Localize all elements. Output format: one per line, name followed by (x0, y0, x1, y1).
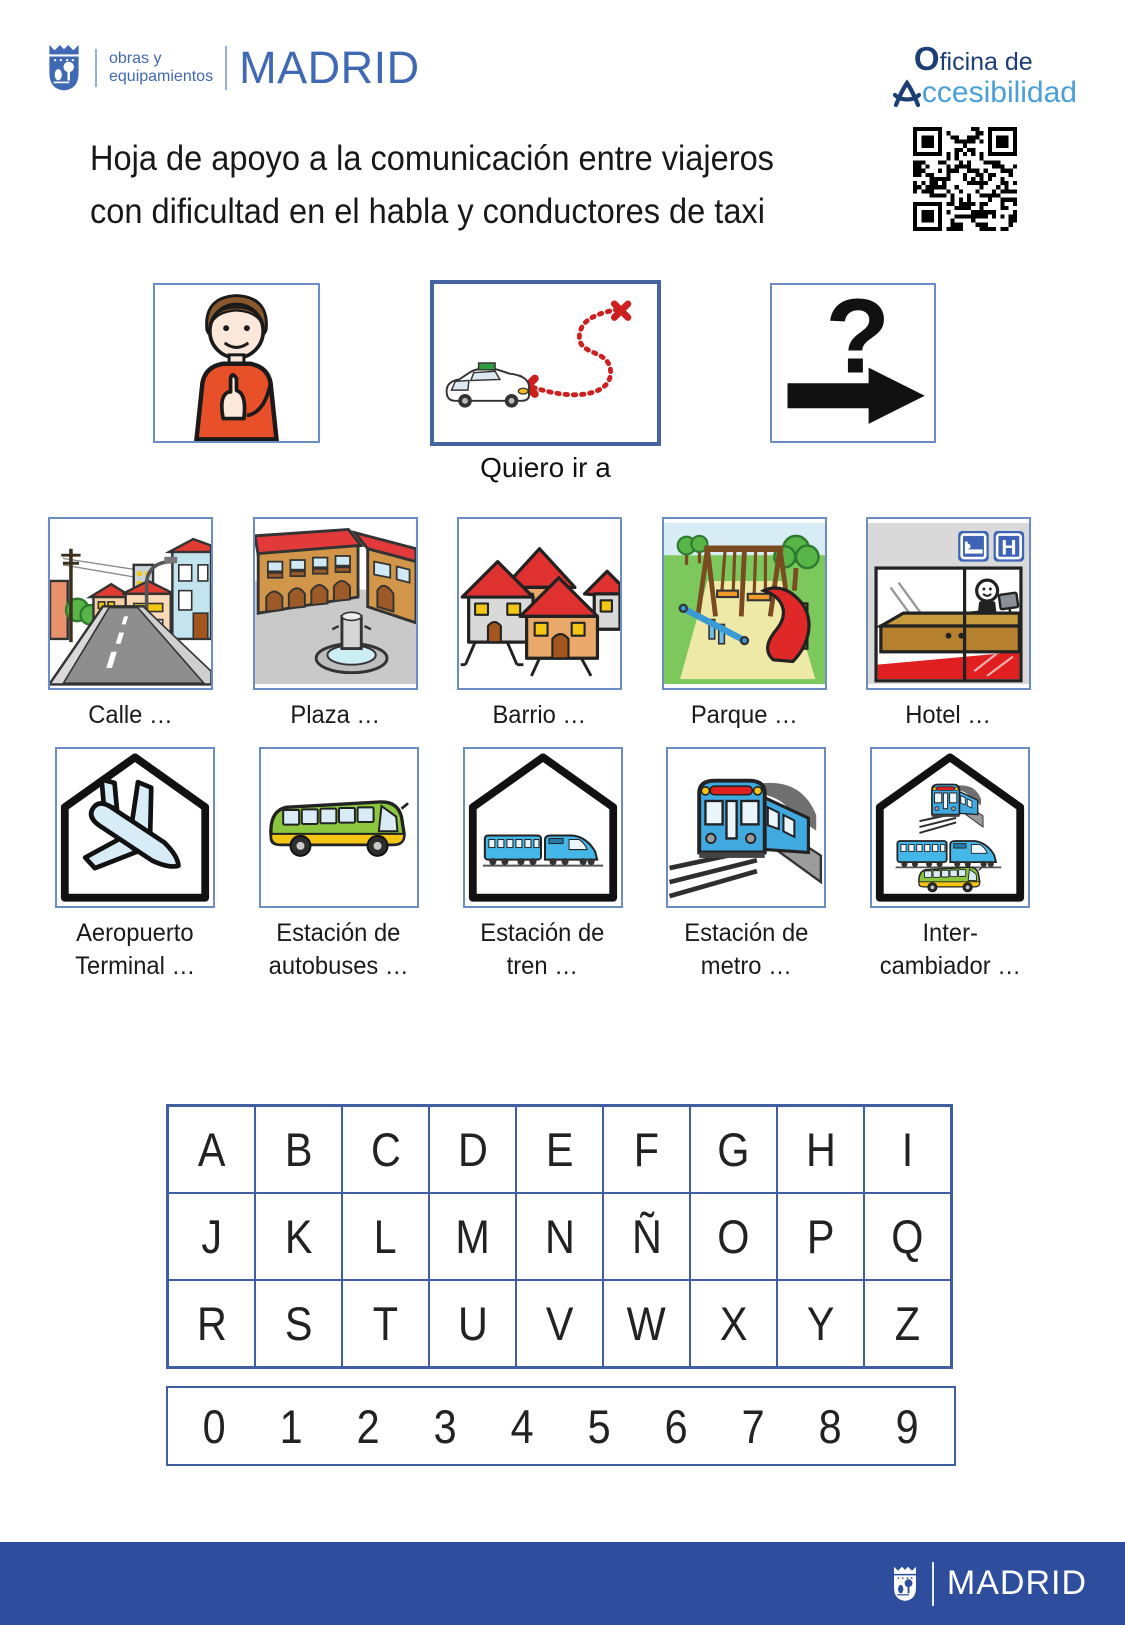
letter-key-Ñ: Ñ (603, 1193, 690, 1280)
destinations-row-1 (48, 517, 1031, 732)
letter-key-G: G (690, 1106, 777, 1193)
number-key-1: 1 (279, 1399, 303, 1453)
question-arrow-icon (772, 285, 934, 441)
destinations-row-2 (55, 747, 1030, 983)
letter-key-O: O (690, 1193, 777, 1280)
letter-key-R: R (168, 1280, 255, 1367)
person-pointing-self-icon (155, 285, 318, 441)
pictogram-box-destination (430, 280, 661, 446)
park-icon (664, 519, 825, 688)
number-key-7: 7 (741, 1399, 765, 1453)
svg-text:?: ? (825, 285, 891, 396)
interchange-icon (872, 749, 1028, 906)
accessibility-office-logo: Oficina de ccesibilidad (892, 40, 1077, 110)
plaza-icon (255, 519, 416, 688)
letter-key-A: A (168, 1106, 255, 1193)
letter-key-T: T (342, 1280, 429, 1367)
letter-key-Y: Y (777, 1280, 864, 1367)
destination-card-metro (666, 747, 826, 983)
hotel-sign-icon (994, 531, 1025, 562)
pictogram-box (48, 517, 213, 690)
logo-divider (95, 49, 97, 87)
metro-icon (668, 749, 824, 906)
letter-key-P: P (777, 1193, 864, 1280)
page-title: Hoja de apoyo a la comunicación entre viajeros con dificultad en el habla y conductores de taxi (90, 139, 774, 231)
destination-label: Estación de tren … (480, 919, 605, 980)
number-key-6: 6 (664, 1399, 688, 1453)
bed-sign-icon (958, 531, 989, 562)
letter-key-H: H (777, 1106, 864, 1193)
pictogram-box (55, 747, 215, 908)
destination-label: Calle … (88, 701, 173, 729)
letter-key-Z: Z (864, 1280, 951, 1367)
letter-key-M: M (429, 1193, 516, 1280)
qr-code (913, 127, 1017, 231)
letter-key-V: V (516, 1280, 603, 1367)
number-key-4: 4 (510, 1399, 534, 1453)
footer-madrid-wordmark: MADRID (946, 1564, 1087, 1602)
pictogram-box-me (153, 283, 320, 443)
destination-card-barrio (457, 517, 622, 732)
destination-card-hotel (866, 517, 1031, 732)
madrid-wordmark: MADRID (239, 42, 420, 93)
destination-label: Aeropuerto Terminal … (74, 919, 196, 980)
department-name: obras y equipamientos (109, 49, 214, 85)
pictogram-box (870, 747, 1030, 908)
number-key-2: 2 (356, 1399, 380, 1453)
pictogram-box (666, 747, 826, 908)
letter-key-X: X (690, 1280, 777, 1367)
destination-card-parque (662, 517, 827, 732)
destination-label: Estación de metro … (684, 919, 809, 980)
letter-key-B: B (255, 1106, 342, 1193)
destination-label: Estación de autobuses … (268, 919, 409, 980)
number-key-9: 9 (895, 1399, 919, 1453)
madrid-crest-icon (45, 44, 83, 92)
number-board (166, 1386, 956, 1466)
letter-key-E: E (516, 1106, 603, 1193)
pictogram-box (457, 517, 622, 690)
letter-key-U: U (429, 1280, 516, 1367)
pictogram-box (866, 517, 1031, 690)
letter-key-Q: Q (864, 1193, 951, 1280)
accessibility-a-icon (892, 78, 922, 108)
hotel-icon (868, 519, 1029, 688)
letter-key-K: K (255, 1193, 342, 1280)
accessibility-o: O (913, 40, 940, 77)
pictogram-box (259, 747, 419, 908)
madrid-logo (45, 42, 420, 94)
number-key-8: 8 (818, 1399, 842, 1453)
pictogram-box (662, 517, 827, 690)
caption-quiero-ir-a: Quiero ir a (480, 452, 611, 483)
number-key-3: 3 (433, 1399, 457, 1453)
train-icon (465, 749, 621, 906)
street-icon (50, 519, 211, 688)
letter-key-N: N (516, 1193, 603, 1280)
destination-card-intercambiador (870, 747, 1030, 983)
number-key-0: 0 (202, 1399, 226, 1453)
destination-label: Hotel … (905, 701, 992, 729)
destination-label: Plaza … (290, 701, 380, 729)
logo-divider (225, 46, 227, 90)
footer (0, 1542, 1125, 1625)
destination-card-aeropuerto (55, 747, 215, 983)
letter-key-I: I (864, 1106, 951, 1193)
pictogram-box (463, 747, 623, 908)
letter-key-L: L (342, 1193, 429, 1280)
letter-key-F: F (603, 1106, 690, 1193)
neighborhood-icon (459, 519, 620, 688)
pictogram-box-where (770, 283, 936, 443)
letter-key-W: W (603, 1280, 690, 1367)
footer-logo-divider (932, 1562, 934, 1606)
bus-icon (261, 749, 417, 906)
number-key-5: 5 (587, 1399, 611, 1453)
destination-card-calle (48, 517, 213, 732)
letter-key-J: J (168, 1193, 255, 1280)
letter-key-S: S (255, 1280, 342, 1367)
pictogram-box (253, 517, 418, 690)
letter-key-D: D (429, 1106, 516, 1193)
footer-crest-icon (891, 1566, 919, 1602)
destination-card-autobuses (259, 747, 419, 983)
destination-label: Inter- cambiador … (879, 919, 1021, 980)
letter-key-C: C (342, 1106, 429, 1193)
destination-card-tren (463, 747, 623, 983)
taxi-route-icon (434, 284, 657, 442)
destination-label: Parque … (690, 701, 798, 729)
destination-label: Barrio … (492, 701, 587, 729)
destination-card-plaza (253, 517, 418, 732)
svg-text:H: H (1001, 536, 1017, 560)
airport-icon (57, 749, 213, 906)
letter-board (166, 1104, 953, 1369)
